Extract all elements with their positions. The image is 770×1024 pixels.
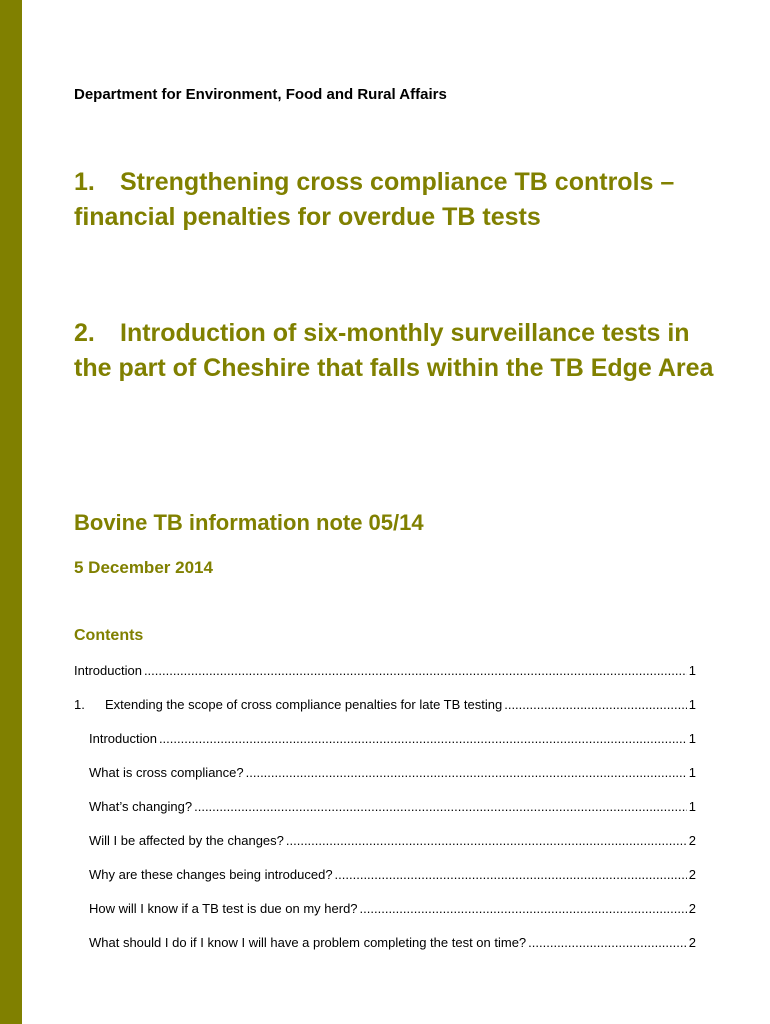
- toc-entry[interactable]: [74, 731, 696, 765]
- heading-2-number: 2.: [74, 319, 95, 347]
- toc-leader-dots: [504, 697, 687, 712]
- toc-leader-dots: [528, 935, 687, 950]
- toc-entry-label: Introduction: [74, 663, 142, 678]
- toc-entry-number: 1.: [74, 697, 85, 712]
- toc-entry[interactable]: [74, 765, 696, 799]
- toc-leader-dots: [159, 731, 687, 746]
- toc-entry-label: Introduction: [89, 731, 157, 746]
- toc-entry[interactable]: [74, 799, 696, 833]
- department-name: Department for Environment, Food and Rural Affairs: [74, 86, 447, 103]
- toc-entry-label: What is cross compliance?: [89, 765, 244, 780]
- side-accent-bar: [0, 0, 22, 1024]
- note-date: 5 December 2014: [74, 558, 213, 577]
- toc-entry-label: Extending the scope of cross compliance penalties for late TB testing: [105, 697, 503, 712]
- toc-leader-dots: [335, 867, 687, 882]
- note-title: Bovine TB information note 05/14: [74, 510, 424, 535]
- toc-entry[interactable]: [74, 697, 696, 731]
- toc-entry[interactable]: [74, 867, 696, 901]
- heading-1-number: 1.: [74, 168, 95, 196]
- toc-leader-dots: [194, 799, 687, 814]
- heading-1: [74, 165, 714, 235]
- toc-entry[interactable]: [74, 833, 696, 867]
- toc-entry-page: 2: [688, 833, 696, 848]
- heading-1-text: Strengthening cross compliance TB controls – financial penalties for overdue TB tests: [74, 168, 675, 231]
- heading-2-text: Introduction of six-monthly surveillance tests in the part of Cheshire that falls within the TB Edge Area: [74, 319, 714, 382]
- toc-entry-page: 2: [688, 901, 696, 916]
- toc-leader-dots: [144, 663, 687, 678]
- table-of-contents: [74, 663, 696, 969]
- toc-entry-page: 1: [688, 731, 696, 746]
- toc-entry[interactable]: [74, 663, 696, 697]
- toc-leader-dots: [286, 833, 687, 848]
- toc-leader-dots: [246, 765, 687, 780]
- contents-heading: Contents: [74, 627, 144, 644]
- toc-entry-label: Will I be affected by the changes?: [89, 833, 284, 848]
- heading-2: [74, 316, 714, 386]
- toc-entry-label: What’s changing?: [89, 799, 193, 814]
- toc-entry-page: 2: [688, 935, 696, 950]
- toc-entry-page: 1: [688, 663, 696, 678]
- toc-entry-page: 1: [688, 697, 696, 712]
- toc-entry-label: How will I know if a TB test is due on my herd?: [89, 901, 358, 916]
- toc-entry-label: Why are these changes being introduced?: [89, 867, 333, 882]
- toc-entry[interactable]: [74, 901, 696, 935]
- toc-entry-label: What should I do if I know I will have a problem completing the test on time?: [89, 935, 527, 950]
- toc-entry-page: 1: [688, 765, 696, 780]
- toc-entry-page: 1: [688, 799, 696, 814]
- toc-leader-dots: [360, 901, 687, 916]
- toc-entry-page: 2: [688, 867, 696, 882]
- toc-entry[interactable]: [74, 935, 696, 969]
